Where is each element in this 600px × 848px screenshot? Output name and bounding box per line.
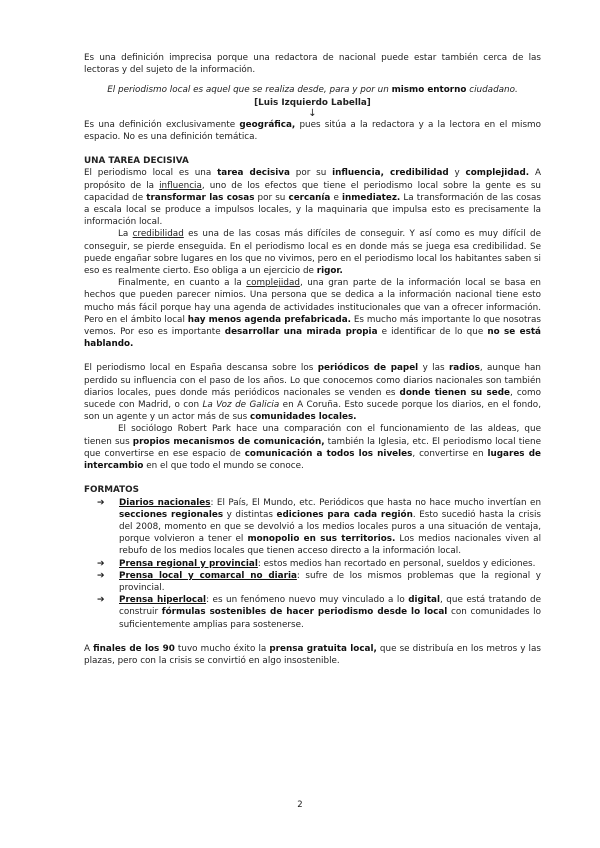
quote-emphasis: mismo entorno	[391, 85, 467, 96]
section-title-formatos: FORMATOS	[84, 485, 139, 496]
list-item: ➔ Prensa local y comarcal no diaria: sufre de los mismos problemas que la regional y provincial.	[97, 570, 541, 593]
quote-text-end: ciudadano.	[466, 85, 518, 96]
page-number: 2	[297, 800, 303, 810]
arrow-bullet-icon: ➔	[97, 595, 105, 606]
paragraph-tarea-1: El periodismo local es una tarea decisiva por su influencia, credibilidad y complejidad. A propósito de la influencia, uno de los efectos que tiene el periodismo local sobre la gente es su capacidad de transformar las cosas por su cercanía e inmediatez. La transformación de las cosas a escala local se produce a impulsos locales, y la maquinaria que impulsa esto es precisamente la información local.	[84, 168, 541, 228]
quote	[84, 84, 541, 96]
paragraph-final: A finales de los 90 tuvo mucho éxito la prensa gratuita local, que se distribuía en los metros y las plazas, pero con la crisis se convirtió en algo insostenible.	[84, 643, 541, 666]
list-item: ➔ Diarios nacionales: El País, El Mundo, etc. Periódicos que hasta no hace mucho invertían en secciones regionales y distintas ediciones para cada región. Esto sucedió hasta la crisis del 2008, momento en que se devolvió a los medios locales puros a una situación de ventaja, porque volvieron a tener el monopolio en sus territorios. Los medios nacionales viven al rebufo de los medios locales que tienen acceso directo a la información local.	[97, 497, 542, 557]
arrow-bullet-icon: ➔	[97, 497, 105, 508]
paragraph-tarea-3: Finalmente, en cuanto a la complejidad, una gran parte de la información local se basa en hechos que pueden parecer nimios. Una persona que se dedica a la información nacional tiene esto mucho más fácil porque hay una agenda de actividades institucionales que van a ofrecer información. Pero en el ámbito local hay menos agenda prefabricada. Es mucho más importante lo que nosotras vemos. Por eso es importante desarrollar una mirada propia e identificar de lo que no se está hablando.	[84, 278, 541, 350]
quote-source: [Luis Izquierdo Labella]	[254, 97, 371, 108]
arrow-bullet-icon: ➔	[97, 558, 105, 569]
formats-list	[84, 497, 541, 631]
page-content	[84, 52, 541, 667]
arrow-bullet-icon: ➔	[97, 570, 105, 581]
section-title-tarea: UNA TAREA DECISIVA	[84, 156, 189, 167]
list-item: ➔ Prensa regional y provincial: estos medios han recortado en personal, sueldos y ediciones.	[97, 558, 536, 569]
down-arrow-icon: ↓	[308, 107, 317, 119]
paragraph-tarea-4: El periodismo local en España descansa sobre los periódicos de papel y las radios, aunque han perdido su influencia con el paso de los años. Lo que conocemos como diarios nacionales son también diarios locales, pues donde más periódicos nacionales se venden es donde tienen su sede, como sucede con Madrid, o con La Voz de Galicia en A Coruña. Esto sucede porque los diarios, en el fondo, son un agente y un actor más de sus comunidades locales.	[84, 363, 542, 423]
paragraph-definition: Es una definición exclusivamente geográfica, pues sitúa a la redactora y a la lectora en el mismo espacio. No es una definición temática.	[84, 119, 541, 143]
paragraph-tarea-2: La credibilidad es una de las cosas más difíciles de conseguir. Y así como es muy difícil de conseguir, se pierde enseguida. En el periodismo local es en donde más se juega esa credibilidad. Se puede engañar sobre lugares en los que no vivimos, pero en el periodismo local los habitantes saben si eso es realmente cierto. Eso obliga a un ejercicio de rigor.	[84, 229, 541, 277]
paragraph-tarea-5: El sociólogo Robert Park hace una comparación con el funcionamiento de las aldeas, que tienen sus propios mecanismos de comunicación, también la Iglesia, etc. El periodismo local tiene que convertirse en ese espacio de comunicación a todos los niveles, convertirse en lugares de intercambio en el que todo el mundo se conoce.	[84, 424, 541, 472]
list-item: ➔ Prensa hiperlocal: es un fenómeno nuevo muy vinculado a lo digital, que está tratando de construir fórmulas sostenibles de hacer periodismo desde lo local con comunidades lo suficientemente amplias para sostenerse.	[97, 595, 542, 630]
paragraph-intro: Es una definición imprecisa porque una redactora de nacional puede estar también cerca de las lectoras y del sujeto de la información.	[84, 53, 541, 76]
quote-text: El periodismo local es aquel que se realiza desde, para y por un	[107, 85, 392, 96]
